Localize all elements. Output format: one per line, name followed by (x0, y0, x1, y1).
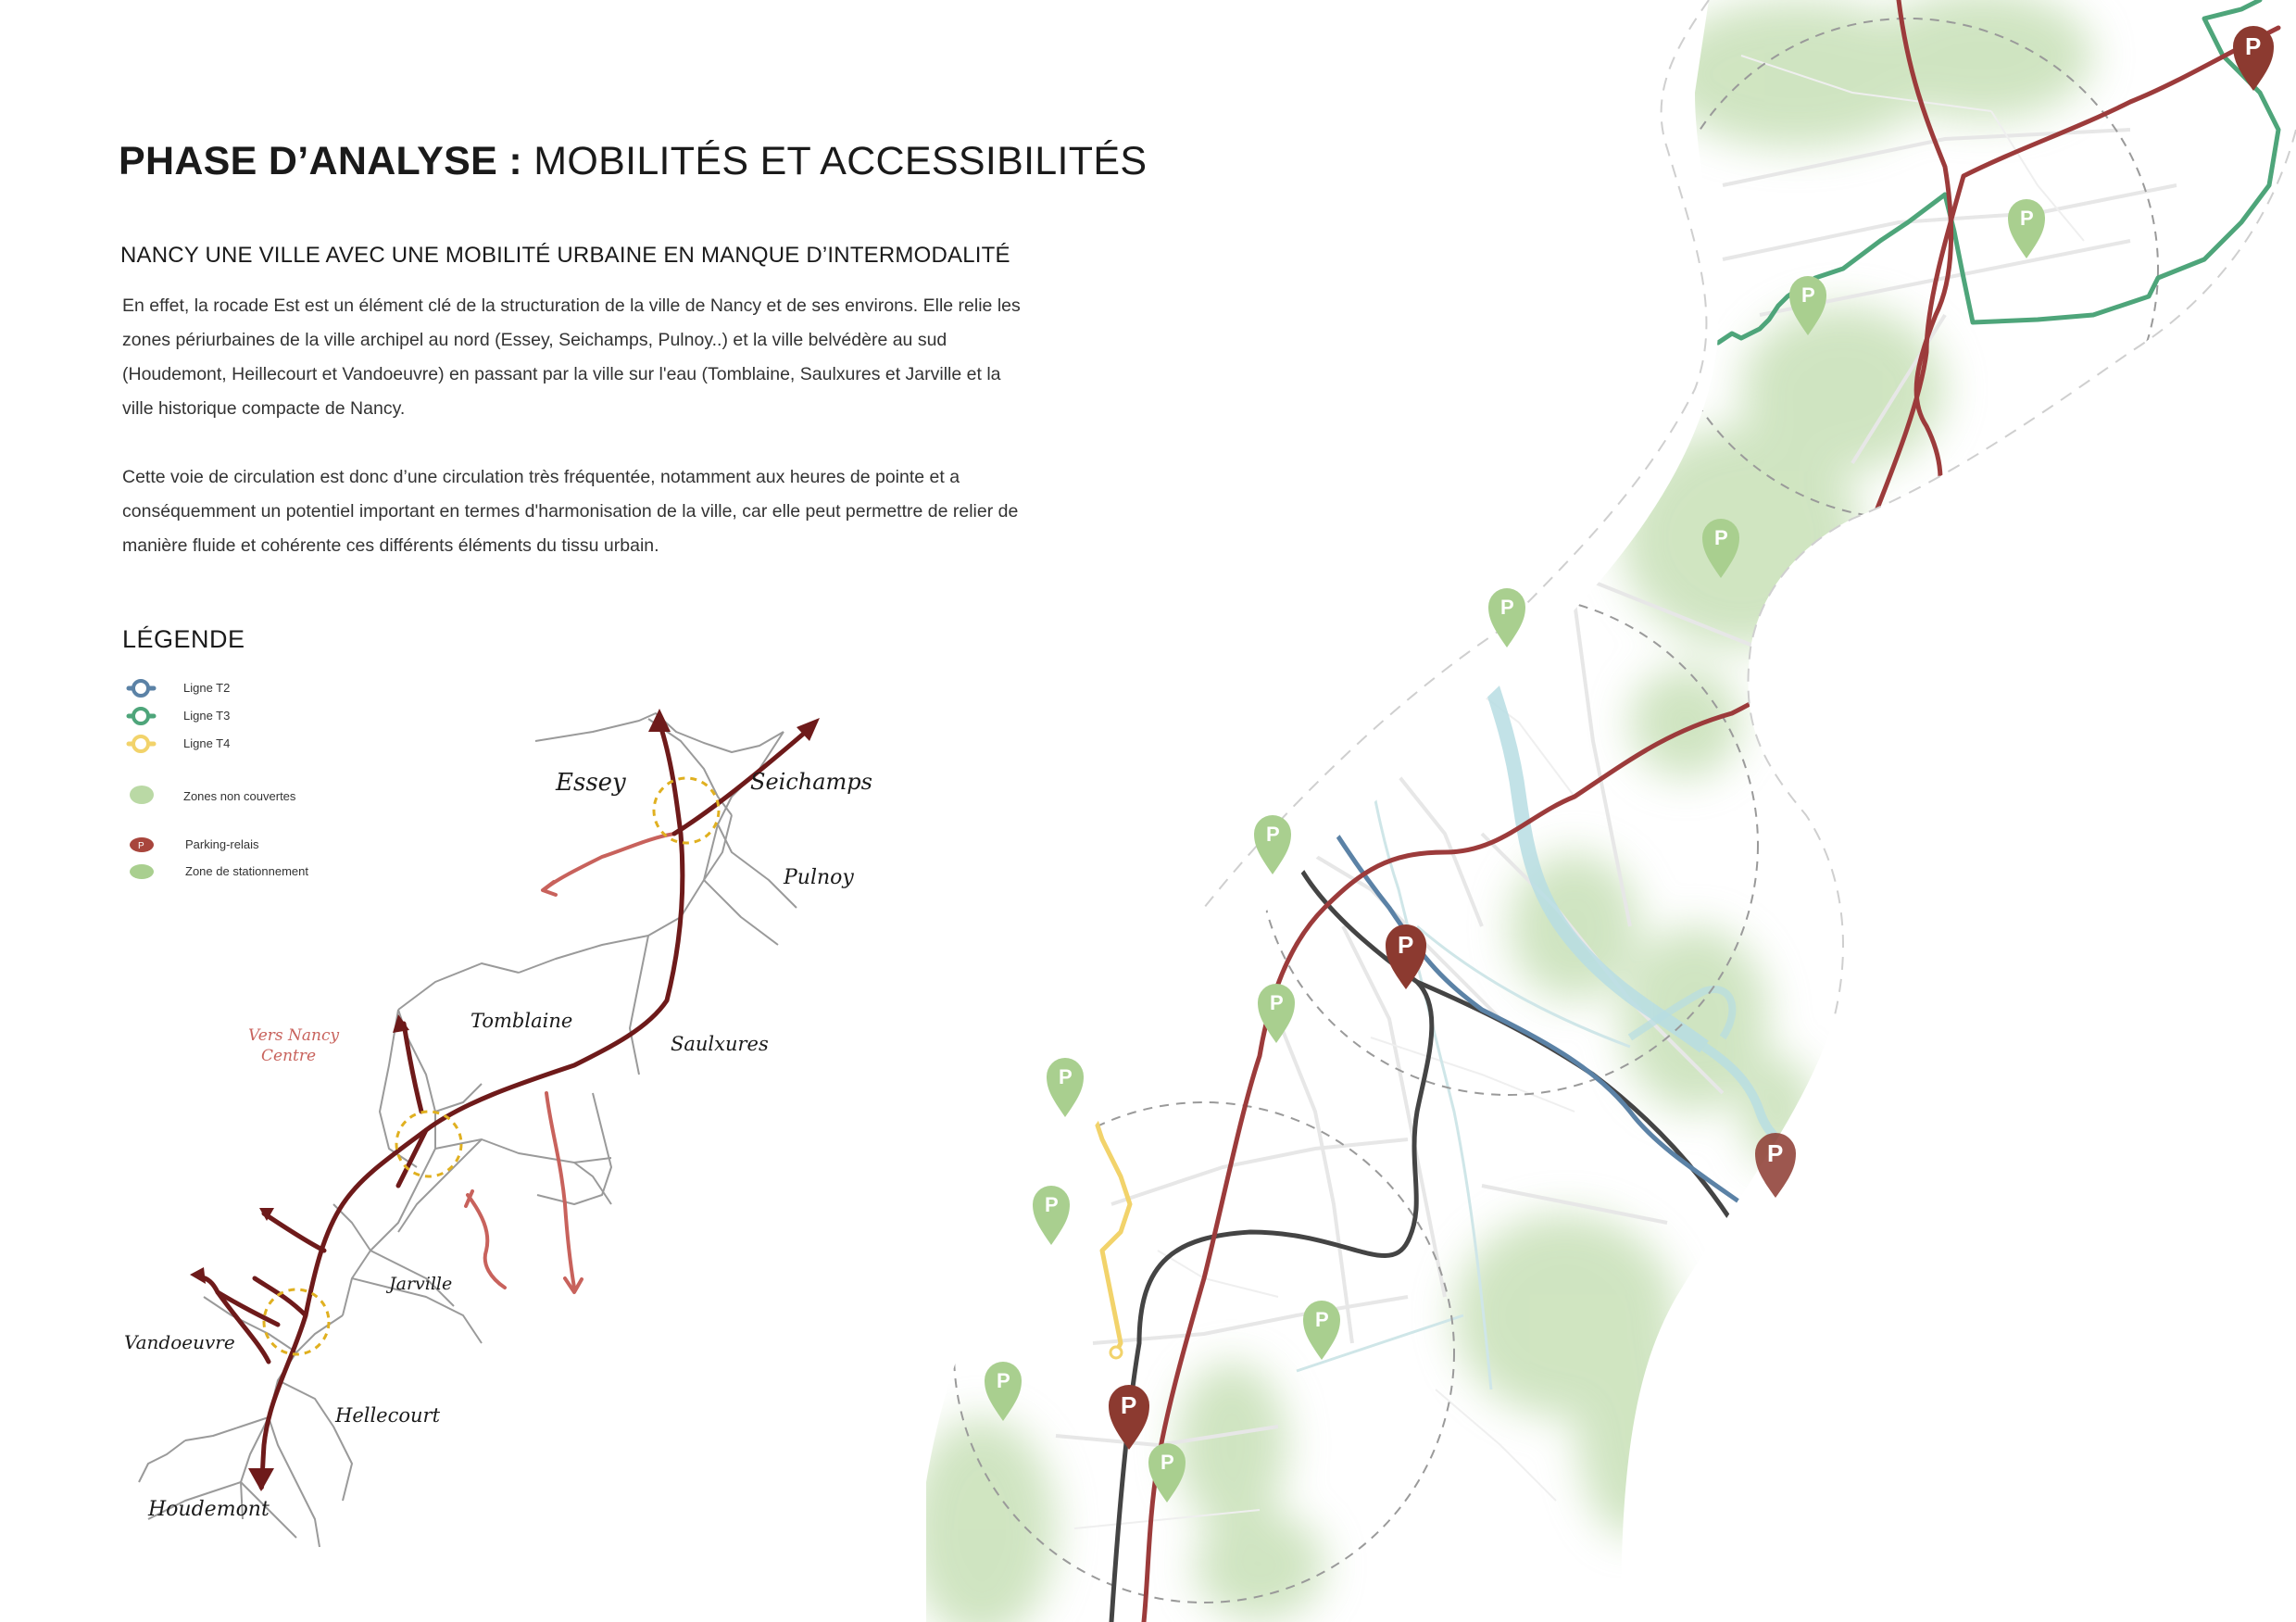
legend-label-parking-zone: Zone de stationnement (185, 864, 308, 878)
parking-zone-label: P (1801, 283, 1815, 307)
parking-zone-label: P (2020, 207, 2034, 230)
paragraph-2: Cette voie de circulation est donc d’une circulation très fréquentée, notamment aux heures de pointe et a conséquemment un potentiel important en termes d'harmonisation de la ville, car elle peut permettre de relier de manière fluide et cohérente ces différents éléments du tissu urbain. (122, 467, 1019, 556)
parking-zone-label: P (1045, 1193, 1059, 1216)
legend-title: LÉGENDE (122, 625, 245, 653)
legend-label-t2: Ligne T2 (183, 681, 231, 695)
svg-text:P: P (138, 841, 144, 851)
parking-zone-label: P (1315, 1308, 1329, 1331)
map-corridor (908, 0, 2296, 1622)
parking-zone-label: P (1270, 991, 1284, 1014)
parking-zone-pin-icon (1488, 588, 1525, 648)
sketch-label-seichamps: Seichamps (750, 769, 872, 795)
sketch-label-pulnoy: Pulnoy (784, 866, 854, 889)
parking-relay-label: P (2245, 32, 2262, 60)
legend-label-t3: Ligne T3 (183, 709, 231, 723)
legend-label-t4: Ligne T4 (183, 736, 231, 750)
sketch-label-saulxures: Saulxures (671, 1033, 769, 1055)
sketch-label-jarville: Jarville (389, 1274, 453, 1294)
tram-stop-t4 (1110, 1347, 1122, 1358)
legend-label-green-zone: Zones non couvertes (183, 789, 296, 803)
parking-zone-label: P (1059, 1065, 1073, 1088)
sketch-label-heillecourt: Hellecourt (335, 1404, 441, 1427)
sketch-label-tomblaine: Tomblaine (470, 1010, 573, 1032)
parking-zone-label: P (1500, 596, 1514, 619)
parking-zone-label: P (997, 1369, 1010, 1392)
sketch-label-centre: Centre (261, 1047, 317, 1065)
page-title-light: MOBILITÉS ET ACCESSIBILITÉS (533, 139, 1148, 183)
sketch-label-houdemont: Houdemont (148, 1498, 270, 1521)
sketch-label-vers-nancy: Vers Nancy (248, 1026, 340, 1045)
parking-zone-label: P (1161, 1451, 1174, 1474)
page-title-bold: PHASE D’ANALYSE : (119, 139, 522, 183)
parking-zone-pin-icon (1047, 1058, 1084, 1117)
parking-zone-label: P (1714, 526, 1728, 549)
page-subtitle: NANCY UNE VILLE AVEC UNE MOBILITÉ URBAINE EN MANQUE D’INTERMODALITÉ (120, 243, 1010, 268)
sketch-label-essey: Essey (556, 769, 626, 797)
parking-relay-label: P (1767, 1139, 1784, 1167)
parking-relay-label: P (1398, 931, 1414, 959)
tram-stop-t2 (1764, 1216, 1777, 1229)
parking-zone-pin-icon (1254, 815, 1291, 874)
legend-label-parking-relay: Parking-relais (185, 837, 259, 851)
sketch-label-vandoeuvre: Vandoeuvre (124, 1331, 235, 1353)
paragraph-1: En effet, la rocade Est est un élément clé de la structuration de la ville de Nancy et de ses environs. Elle relie les zones périurbaines de la ville archipel au nord (Essey, Seichamps, Pulnoy..) et la ville belvédère au sud (Houdemont, Heillecourt et Vandoeuvre) en passant par la ville sur l'eau (Tomblaine, Saulxures et Jarville et la ville historique compacte de Nancy. (122, 295, 1021, 419)
parking-relay-label: P (1121, 1391, 1137, 1419)
parking-relay-pin-icon (1755, 1133, 1796, 1198)
parking-zone-label: P (1266, 823, 1280, 846)
